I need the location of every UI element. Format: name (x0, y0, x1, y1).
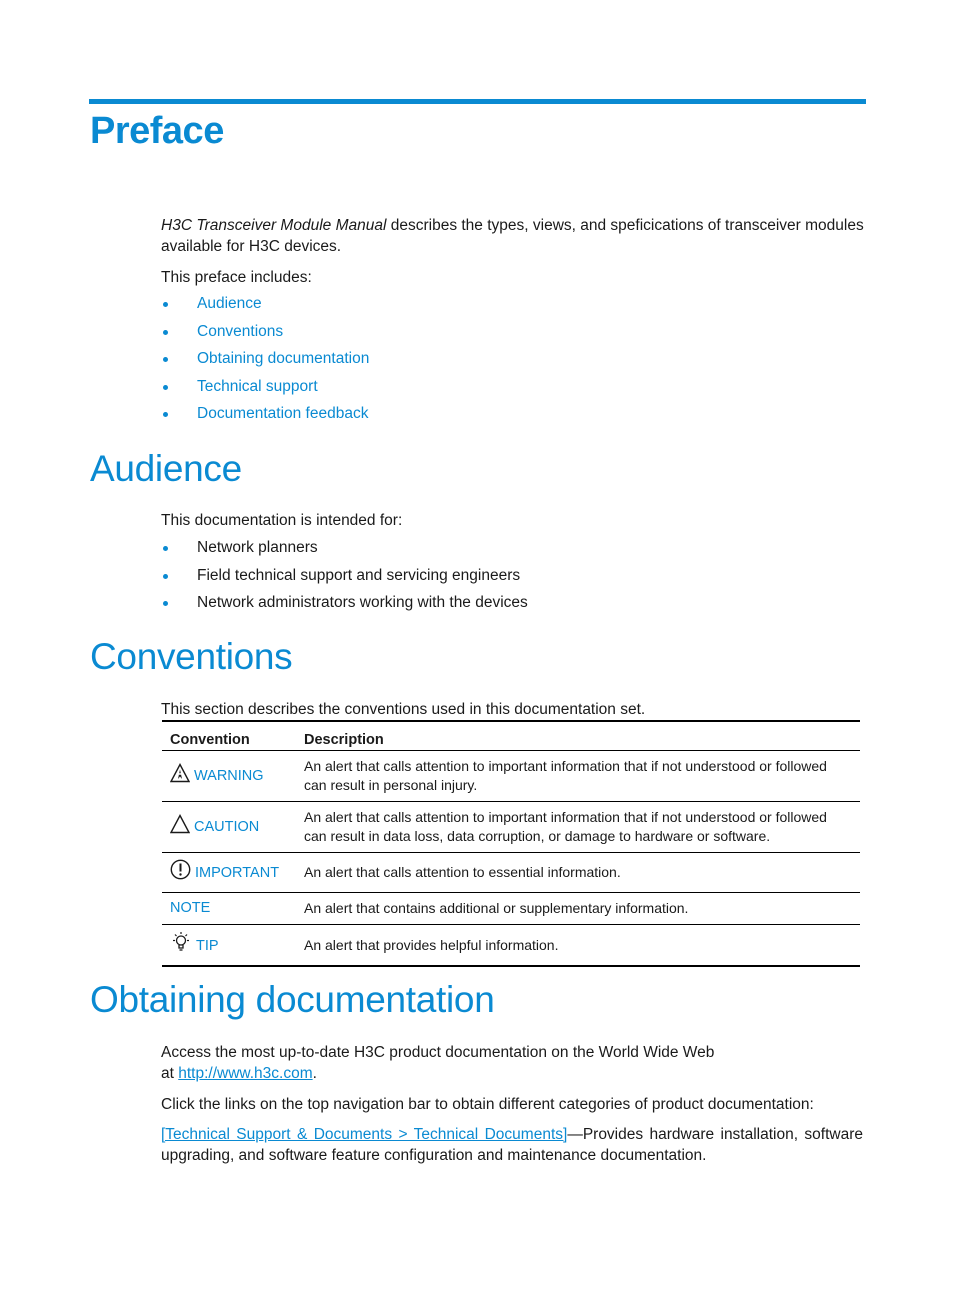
conventions-table (162, 720, 860, 967)
description-cell: An alert that calls attention to important information that if not understood or followed can result in data loss, data corruption, or damage to hardware or software. (296, 802, 860, 853)
list-item: Network planners (161, 538, 528, 566)
obtaining-heading: Obtaining documentation (90, 979, 495, 1020)
title-rule (89, 99, 866, 104)
convention-label: IMPORTANT (195, 865, 280, 881)
obtaining-paragraph-1: Access the most up-to-date H3C product documentation on the World Wide Web at http://www.h3c.com. (161, 1044, 715, 1082)
convention-label: TIP (196, 938, 219, 954)
toc-link[interactable]: Conventions (197, 322, 284, 340)
intro-text: describes the types, views, and speficications of transceiver modules available for H3C devices. (161, 217, 864, 255)
convention-cell (162, 802, 296, 853)
description-cell: An alert that calls attention to important information that if not understood or followed can result in personal injury. (296, 751, 860, 802)
bullet-icon (163, 357, 168, 362)
convention-cell (162, 925, 296, 967)
bullet-icon (163, 330, 168, 335)
column-header-description: Description (296, 721, 860, 751)
bullet-icon (163, 574, 168, 579)
description-cell: An alert that calls attention to essential information. (296, 853, 860, 893)
page-title: Preface (90, 110, 224, 152)
manual-name: H3C Transceiver Module Manual (161, 217, 387, 234)
convention-label: WARNING (194, 768, 264, 784)
table-header-row (162, 721, 860, 751)
description-cell: An alert that contains additional or supplementary information. (296, 893, 860, 925)
preface-toc (161, 294, 369, 432)
intro-paragraph (161, 215, 864, 257)
toc-item-audience[interactable] (161, 294, 369, 322)
table-row (162, 802, 860, 853)
bullet-icon (163, 412, 168, 417)
lightbulb-icon (170, 931, 192, 959)
bullet-icon (163, 385, 168, 390)
list-item: Network administrators working with the devices (161, 593, 528, 621)
toc-item-conventions[interactable] (161, 322, 369, 350)
convention-cell (162, 751, 296, 802)
includes-label: This preface includes: (161, 269, 312, 286)
toc-item-feedback[interactable] (161, 404, 369, 432)
bullet-icon (163, 601, 168, 606)
audience-list (161, 538, 528, 621)
list-item: Field technical support and servicing engineers (161, 566, 528, 594)
table-row (162, 751, 860, 802)
obtaining-paragraph-3: [Technical Support & Documents > Technical Documents]—Provides hardware installation, software upgrading, and software feature configuration and maintenance documentation. (161, 1126, 863, 1164)
caution-icon (170, 814, 190, 840)
convention-cell (162, 893, 296, 925)
convention-label: CAUTION (194, 819, 260, 835)
description-cell: An alert that provides helpful information. (296, 925, 860, 967)
table-row (162, 925, 860, 967)
conventions-intro: This section describes the conventions used in this documentation set. (161, 701, 646, 718)
warning-icon (170, 763, 190, 789)
bullet-icon (163, 546, 168, 551)
bullet-icon (163, 302, 168, 307)
h3c-website-link[interactable]: http://www.h3c.com (178, 1065, 313, 1082)
toc-item-support[interactable] (161, 377, 369, 405)
toc-item-obtaining[interactable] (161, 349, 369, 377)
audience-heading: Audience (90, 448, 242, 489)
convention-label: NOTE (170, 900, 211, 916)
table-row (162, 853, 860, 893)
convention-cell (162, 853, 296, 893)
toc-link[interactable]: Obtaining documentation (197, 350, 370, 367)
column-header-convention: Convention (162, 721, 296, 751)
important-icon (170, 859, 191, 886)
toc-link[interactable]: Audience (197, 295, 262, 312)
conventions-heading: Conventions (90, 636, 293, 677)
audience-intro: This documentation is intended for: (161, 512, 403, 529)
toc-link[interactable]: Documentation feedback (197, 405, 369, 422)
obtaining-paragraph-2: Click the links on the top navigation bar to obtain different categories of product documentation: (161, 1096, 814, 1113)
table-row (162, 893, 860, 925)
technical-documents-link[interactable]: [Technical Support & Documents > Technical Documents] (161, 1126, 568, 1143)
toc-link[interactable]: Technical support (197, 377, 318, 395)
